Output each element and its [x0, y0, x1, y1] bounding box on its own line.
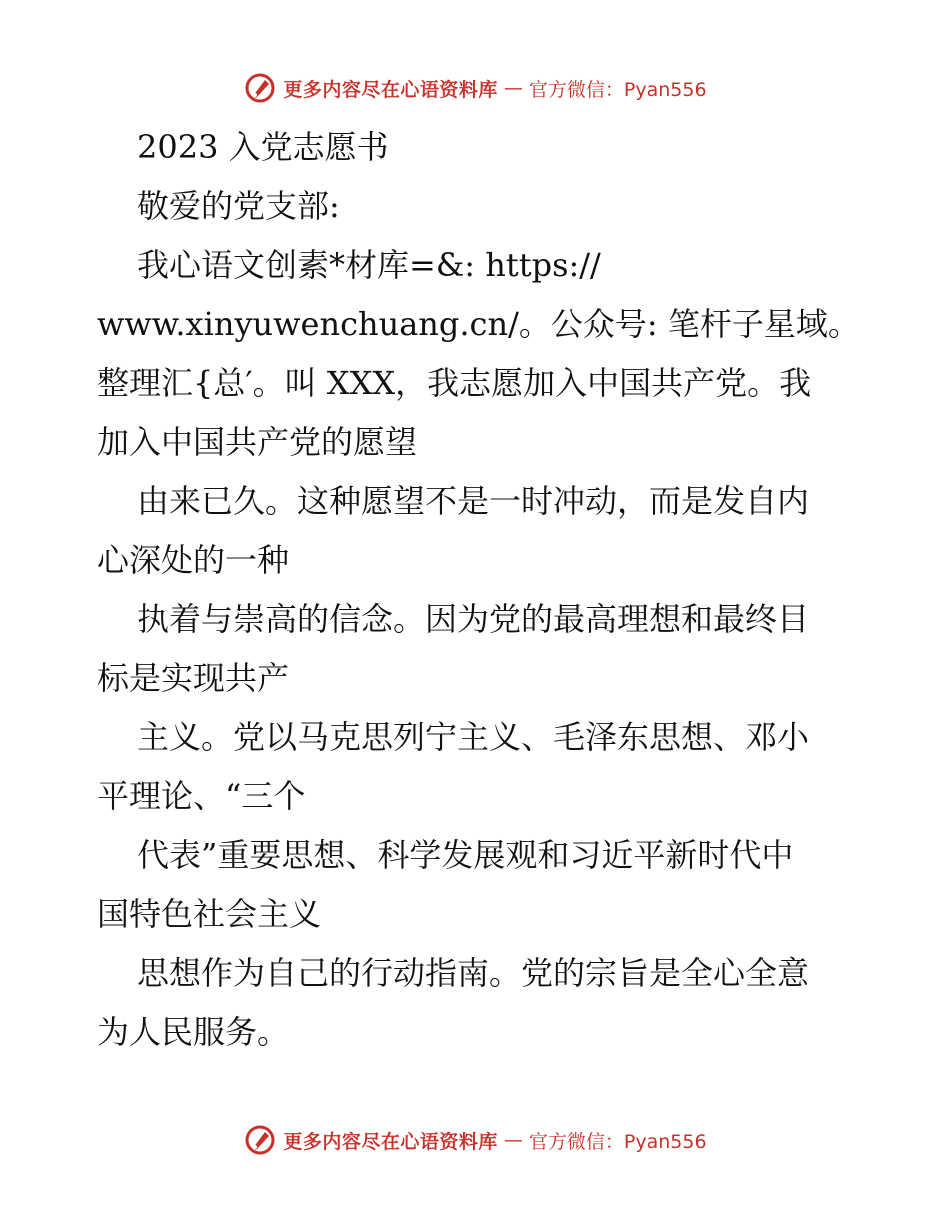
body-line: 平理论、“三个 — [97, 777, 306, 815]
body-line: 主义。党以马克思列宁主义、毛泽东思想、邓小 — [137, 718, 810, 756]
body-line: 为人民服务。 — [97, 1013, 290, 1051]
body-line: 我心语文创素*材库=&: https:// — [137, 246, 601, 284]
footer-banner — [0, 1120, 950, 1160]
body-line: 执着与崇高的信念。因为党的最高理想和最终目 — [137, 600, 810, 638]
body-line: 标是实现共产 — [97, 659, 290, 697]
body-line: 整理汇{总′。叫 XXX，我志愿加入中国共产党。我 — [97, 364, 812, 402]
pen-nib-circle-icon — [243, 71, 277, 105]
banner-wechat: 官方微信：Pyan556 — [528, 78, 707, 101]
body-line: 心深处的一种 — [97, 541, 290, 579]
banner-dash: — — [503, 1129, 523, 1151]
document-body — [97, 118, 860, 1062]
salutation: 敬爱的党支部: — [137, 187, 340, 225]
header-banner — [0, 68, 950, 108]
body-line: 思想作为自己的行动指南。党的宗旨是全心全意 — [137, 954, 810, 992]
body-line: www.xinyuwenchuang.cn/。公众号: 笔杆子星域。 — [97, 305, 860, 343]
doc-title: 2023 入党志愿书 — [137, 128, 389, 166]
body-line: 代表”重要思想、科学发展观和习近平新时代中 — [137, 836, 794, 874]
body-line: 加入中国共产党的愿望 — [97, 423, 418, 461]
banner-wechat: 官方微信：Pyan556 — [528, 1130, 707, 1153]
pen-nib-circle-icon — [243, 1123, 277, 1157]
body-line: 国特色社会主义 — [97, 895, 322, 933]
banner-dash: — — [503, 77, 523, 99]
banner-text: 更多内容尽在心语资料库 — [283, 1130, 498, 1153]
body-line: 由来已久。这种愿望不是一时冲动，而是发自内 — [137, 482, 810, 520]
banner-text: 更多内容尽在心语资料库 — [283, 78, 498, 101]
